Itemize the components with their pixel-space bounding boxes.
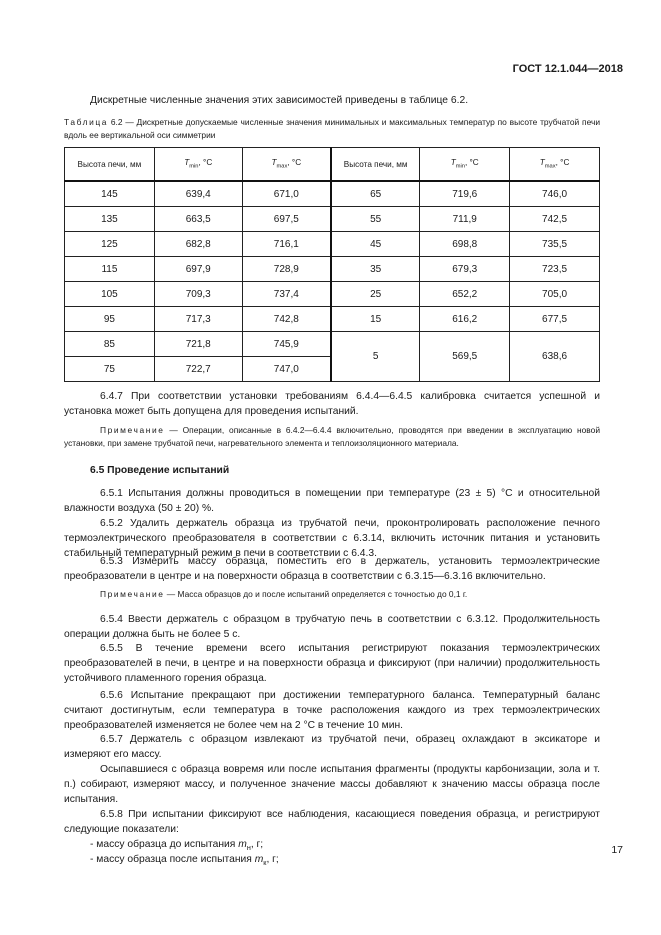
temperature-table (64, 147, 600, 382)
header-tmin: $T_{min}$, °C (154, 148, 242, 182)
note-1-label: Примечание (100, 425, 165, 435)
header-height-2: Высота печи, мм (331, 148, 420, 182)
document-id: ГОСТ 12.1.044—2018 (512, 63, 623, 75)
paragraph-6-4-7: 6.4.7 При соответствии установки требованиям 6.4.4—6.4.5 калибровка считается успешной и установка может быть допущена для проведения испытаний. (64, 391, 600, 417)
table-row: 75 722,7 747,0 (65, 357, 600, 382)
paragraph-6-5-8: 6.5.8 При испытании фиксируют все наблюдения, касающиеся поведения образца, и регистрируют следующие показатели: (64, 809, 600, 835)
note-2 (100, 588, 600, 601)
table-row: 135 663,5 697,5 55 711,9 742,5 (65, 207, 600, 232)
note-1-text: — Операции, описанные в 6.4.2—6.4.4 включительно, проводятся при введении в эксплуатацию новой установки, при замене трубчатой печи, нагревательного элемента и теплоизоляционного материала. (64, 425, 600, 448)
page-number: 17 (611, 844, 623, 856)
note-2-label: Примечание (100, 589, 165, 599)
table-caption (64, 116, 600, 142)
paragraph-6-5-6: 6.5.6 Испытание прекращают при достижении температурного баланса. Температурный баланс считают достигнутым, если температура в точке расположения каждого из трех термоэлектрических преобразователей изменяется не более чем на 2 °С в течение 10 мин. (64, 690, 600, 731)
header-height: Высота печи, мм (65, 148, 155, 182)
intro-text: Дискретные численные значения этих зависимостей приведены в таблице 6.2. (90, 95, 469, 106)
note-2-text: — Масса образцов до и после испытаний определяется с точностью до 0,1 г. (164, 589, 468, 599)
table-header-row (65, 148, 600, 182)
table-row: 125 682,8 716,1 45 698,8 735,5 (65, 232, 600, 257)
paragraph-6-5-7: 6.5.7 Держатель с образцом извлекают из трубчатой печи, образец охлаждают в эксикаторе и измеряют его массу. (64, 734, 600, 760)
table-row: 105 709,3 737,4 25 652,2 705,0 (65, 282, 600, 307)
note-1 (64, 424, 600, 450)
bullet-mass-after: - массу образца после испытания $m_к$, г; (90, 854, 279, 868)
section-title: 6.5 Проведение испытаний (90, 465, 230, 476)
table-row: 115 697,9 728,9 35 679,3 723,5 (65, 257, 600, 282)
table-row: 85 721,8 745,9 5 569,5 638,6 (65, 332, 600, 357)
paragraph-6-5-3: 6.5.3 Измерить массу образца, поместить его в держатель, установить термоэлектрические преобразователи в центре и на поверхности образца в соответствии с 6.3.15—6.3.16 включительно. (64, 556, 600, 582)
table-caption-label: Таблица (64, 117, 109, 127)
paragraph-6-5-5: 6.5.5 В течение времени всего испытания регистрируют показания термоэлектрических преобразователей в печи, в центре и на поверхности образца и фиксируют (при наличии) продолжительность устойчивого пламенного горения образца. (64, 643, 600, 684)
header-tmin-2: $T_{min}$, °C (420, 148, 510, 182)
paragraph-6-5-2: 6.5.2 Удалить держатель образца из трубчатой печи, проконтролировать расположение печного термоэлектрического преобразователя в соответствии с 6.3.14, включить источник питания и установить стабильный температурный режим в печи в соответствии с 6.4.3. (64, 518, 600, 559)
paragraph-6-5-4: 6.5.4 Ввести держатель с образцом в трубчатую печь в соответствии с 6.3.12. Продолжительность операции должна быть не более 5 с. (64, 614, 600, 640)
header-tmax: $T_{max}$, °C (242, 148, 331, 182)
table-row: 95 717,3 742,8 15 616,2 677,5 (65, 307, 600, 332)
paragraph-6-5-1: 6.5.1 Испытания должны проводиться в помещении при температуре (23 ± 5) °С и относительной влажности воздуха (50 ± 20) %. (64, 488, 600, 514)
paragraph-6-5-7-continued: Осыпавшиеся с образца вовремя или после испытания фрагменты (продукты карбонизации, зола и т. п.) собирают, измеряют массу, и полученное значение массы добавляют к значению массы образца после испытания. (64, 764, 600, 805)
header-tmax-2: $T_{max}$, °C (510, 148, 600, 182)
bullet-mass-before: - массу образца до испытания $m_н$, г; (90, 839, 264, 853)
table-caption-text: 6.2 — Дискретные допускаемые численные значения минимальных и максимальных температур по высоте трубчатой печи вдоль ее вертикальной оси симметрии (64, 117, 600, 140)
table-row: 145 639,4 671,0 65 719,6 746,0 (65, 181, 600, 207)
